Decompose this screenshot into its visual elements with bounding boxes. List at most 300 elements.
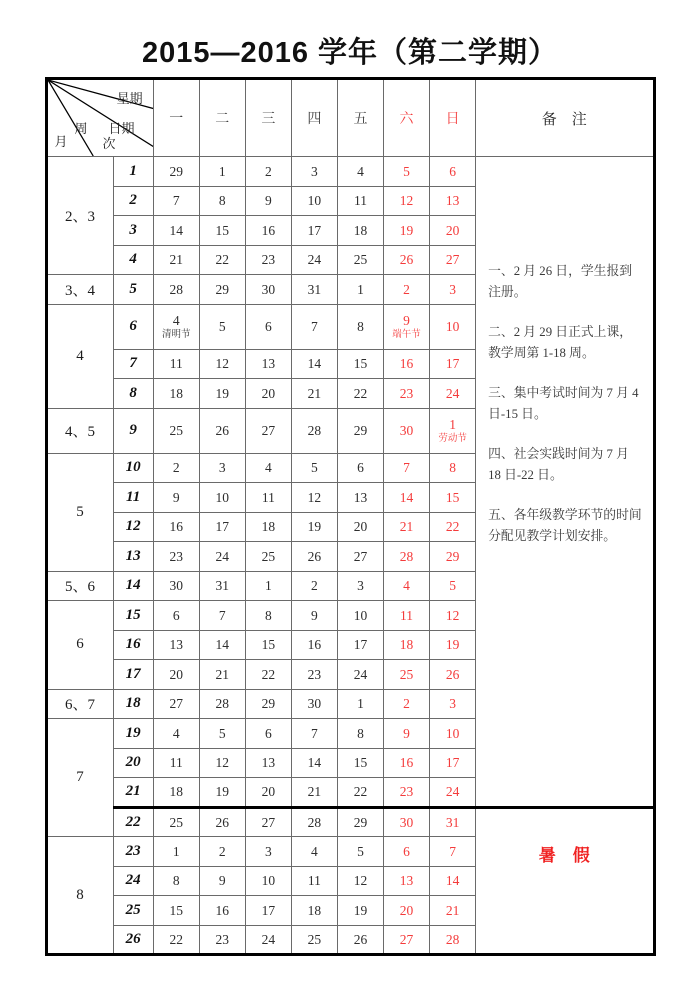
week-number: 25 — [113, 896, 153, 926]
day-cell — [199, 660, 245, 690]
date-number: 11 — [261, 489, 275, 505]
day-cell — [291, 542, 337, 572]
week-number: 7 — [113, 349, 153, 379]
day-cell — [199, 778, 245, 808]
date-number: 20 — [399, 902, 414, 918]
day-cell — [291, 719, 337, 749]
day-cell — [291, 408, 337, 453]
day-cell — [199, 571, 245, 601]
summer-vacation-label: 暑 假 — [476, 807, 654, 955]
day-cell — [199, 349, 245, 379]
date-number: 3 — [218, 460, 226, 476]
day-cell — [291, 483, 337, 513]
date-number: 9 — [403, 725, 410, 741]
date-number: 10 — [215, 489, 230, 505]
date-number: 17 — [307, 222, 322, 238]
day-cell — [153, 925, 199, 955]
date-number: 27 — [169, 696, 183, 712]
date-number: 18 — [261, 519, 276, 535]
day-cell — [291, 157, 337, 187]
date-number: 3 — [357, 578, 364, 594]
day-cell — [153, 866, 199, 896]
day-cell — [430, 866, 476, 896]
day-cell — [153, 719, 199, 749]
date-number: 16 — [169, 519, 183, 535]
week-row — [46, 157, 654, 187]
date-number: 18 — [169, 784, 183, 800]
date-number: 30 — [399, 423, 414, 438]
day-cell — [153, 245, 199, 275]
day-cell — [383, 866, 429, 896]
day-cell — [337, 453, 383, 483]
date-number: 30 — [261, 281, 276, 297]
day-cell — [153, 837, 199, 867]
day-cell — [291, 748, 337, 778]
day-cell — [383, 896, 429, 926]
month-group-label: 8 — [46, 837, 113, 955]
date-number: 28 — [307, 423, 322, 438]
day-cell — [199, 807, 245, 837]
day-cell — [199, 186, 245, 216]
date-number: 11 — [169, 356, 183, 372]
date-number: 14 — [307, 356, 322, 372]
date-number: 7 — [403, 460, 410, 476]
day-cell — [430, 216, 476, 246]
date-number: 8 — [172, 873, 180, 889]
day-cell — [245, 186, 291, 216]
date-number: 24 — [445, 784, 460, 800]
week-number: 15 — [113, 601, 153, 631]
day-cell — [153, 216, 199, 246]
day-cell — [430, 778, 476, 808]
month-group-label: 6 — [46, 601, 113, 690]
date-number: 22 — [353, 784, 368, 800]
day-cell — [383, 379, 429, 409]
day-cell — [383, 660, 429, 690]
day-cell — [430, 896, 476, 926]
date-number: 22 — [215, 252, 230, 268]
date-number: 20 — [261, 784, 276, 800]
date-number: 7 — [449, 843, 456, 859]
date-number: 5 — [218, 725, 226, 741]
date-number: 30 — [307, 696, 322, 712]
date-number: 10 — [307, 193, 322, 209]
day-cell — [430, 837, 476, 867]
holiday-label: 端午节 — [392, 329, 421, 340]
day-cell — [383, 408, 429, 453]
week-number: 21 — [113, 778, 153, 808]
day-cell — [337, 630, 383, 660]
date-number: 14 — [445, 873, 460, 889]
day-cell — [383, 571, 429, 601]
date-number: 27 — [353, 548, 368, 564]
day-cell — [291, 186, 337, 216]
day-cell — [153, 408, 199, 453]
date-number: 22 — [445, 519, 460, 535]
date-number: 18 — [169, 385, 183, 401]
day-cell — [199, 408, 245, 453]
date-number: 11 — [307, 873, 321, 889]
day-cell — [291, 349, 337, 379]
day-cell — [291, 896, 337, 926]
day-cell — [245, 275, 291, 305]
day-cell — [153, 186, 199, 216]
date-number: 9 — [403, 312, 410, 328]
date-number: 7 — [311, 319, 318, 334]
day-cell — [199, 157, 245, 187]
date-number: 12 — [215, 755, 230, 771]
day-cell — [383, 601, 429, 631]
date-number: 12 — [399, 193, 414, 209]
date-number: 13 — [445, 193, 460, 209]
weekday-header-fri: 五 — [337, 79, 383, 157]
remarks-notes-cell — [476, 157, 654, 808]
date-number: 26 — [445, 666, 460, 682]
day-cell — [337, 571, 383, 601]
day-cell — [153, 157, 199, 187]
day-cell — [153, 275, 199, 305]
remarks-header: 备 注 — [476, 79, 654, 157]
day-cell — [430, 630, 476, 660]
date-number: 9 — [218, 873, 226, 889]
day-cell — [245, 660, 291, 690]
date-number: 6 — [264, 725, 272, 741]
day-cell — [383, 512, 429, 542]
day-cell — [245, 601, 291, 631]
week-number: 4 — [113, 245, 153, 275]
day-cell — [153, 542, 199, 572]
day-cell — [430, 157, 476, 187]
date-number: 24 — [215, 548, 230, 564]
week-number: 3 — [113, 216, 153, 246]
holiday-label: 劳动节 — [438, 433, 467, 444]
day-cell — [153, 483, 199, 513]
date-number: 25 — [261, 548, 276, 564]
day-cell — [337, 837, 383, 867]
day-cell — [430, 748, 476, 778]
day-cell — [383, 778, 429, 808]
day-cell — [383, 304, 429, 349]
week-number: 13 — [113, 542, 153, 572]
day-cell — [199, 630, 245, 660]
date-number: 1 — [264, 578, 272, 594]
day-cell — [291, 512, 337, 542]
date-number: 12 — [215, 356, 230, 372]
date-number: 31 — [307, 281, 322, 297]
date-number: 28 — [445, 931, 460, 947]
week-number: 24 — [113, 866, 153, 896]
date-number: 13 — [261, 755, 276, 771]
day-cell — [383, 245, 429, 275]
date-number: 5 — [357, 843, 364, 859]
day-cell — [199, 512, 245, 542]
day-cell — [291, 601, 337, 631]
month-group-label: 4 — [46, 304, 113, 408]
date-number: 30 — [169, 578, 183, 594]
date-number: 11 — [169, 755, 183, 771]
date-number: 28 — [307, 814, 322, 830]
date-number: 9 — [311, 607, 318, 623]
date-number: 25 — [169, 423, 183, 438]
week-row — [46, 807, 654, 837]
day-cell — [199, 689, 245, 719]
date-number: 5 — [218, 319, 226, 334]
day-cell — [153, 379, 199, 409]
date-number: 25 — [399, 666, 414, 682]
day-cell — [430, 660, 476, 690]
note-item: 二、2 月 29 日正式上课，教学周第 1-18 周。 — [488, 325, 633, 360]
date-number: 11 — [400, 607, 414, 623]
date-number: 21 — [169, 252, 183, 268]
date-number: 8 — [357, 725, 364, 741]
date-number: 1 — [357, 696, 364, 712]
day-cell — [383, 453, 429, 483]
weekday-header-mon: 一 — [153, 79, 199, 157]
date-number: 20 — [261, 385, 276, 401]
date-number: 17 — [445, 356, 460, 372]
date-number: 8 — [264, 607, 272, 623]
day-cell — [337, 660, 383, 690]
day-cell — [199, 379, 245, 409]
day-cell — [245, 157, 291, 187]
date-number: 14 — [215, 637, 230, 653]
date-number: 24 — [307, 252, 322, 268]
day-cell — [337, 925, 383, 955]
day-cell — [245, 896, 291, 926]
day-cell — [337, 245, 383, 275]
date-number: 7 — [311, 725, 318, 741]
note-item: 三、集中考试时间为 7 月 4 日-15 日。 — [488, 386, 639, 421]
day-cell — [383, 925, 429, 955]
day-cell — [430, 925, 476, 955]
date-number: 20 — [445, 222, 460, 238]
date-number: 23 — [399, 385, 414, 401]
date-number: 23 — [399, 784, 414, 800]
day-cell — [291, 689, 337, 719]
day-cell — [383, 186, 429, 216]
date-number: 5 — [449, 578, 456, 594]
date-number: 18 — [399, 637, 414, 653]
day-cell — [291, 245, 337, 275]
day-cell — [153, 689, 199, 719]
week-number: 17 — [113, 660, 153, 690]
day-cell — [430, 483, 476, 513]
day-cell — [383, 157, 429, 187]
day-cell — [199, 275, 245, 305]
day-cell — [430, 571, 476, 601]
day-cell — [245, 925, 291, 955]
date-number: 4 — [403, 578, 410, 594]
day-cell — [337, 186, 383, 216]
date-number: 25 — [169, 814, 183, 830]
day-cell — [245, 630, 291, 660]
date-number: 12 — [307, 489, 322, 505]
day-cell — [337, 896, 383, 926]
day-cell — [337, 379, 383, 409]
date-number: 21 — [399, 519, 414, 535]
day-cell — [245, 349, 291, 379]
day-cell — [199, 304, 245, 349]
day-cell — [430, 275, 476, 305]
date-number: 25 — [353, 252, 368, 268]
weekday-header-wed: 三 — [245, 79, 291, 157]
date-number: 20 — [169, 666, 183, 682]
day-cell — [199, 453, 245, 483]
day-cell — [245, 453, 291, 483]
date-number: 19 — [399, 222, 414, 238]
date-number: 26 — [307, 548, 322, 564]
date-number: 21 — [307, 784, 322, 800]
date-number: 12 — [445, 607, 460, 623]
date-number: 17 — [261, 902, 276, 918]
day-cell — [430, 453, 476, 483]
day-cell — [245, 719, 291, 749]
note-item: 四、社会实践时间为 7 月 18 日-22 日。 — [488, 447, 629, 482]
date-number: 6 — [357, 460, 364, 476]
date-number: 4 — [172, 312, 180, 328]
date-number: 4 — [172, 725, 180, 741]
week-number: 8 — [113, 379, 153, 409]
week-number: 23 — [113, 837, 153, 867]
date-number: 14 — [399, 489, 414, 505]
date-number: 18 — [307, 902, 322, 918]
week-number: 14 — [113, 571, 153, 601]
date-number: 21 — [215, 666, 230, 682]
weekday-header-sun: 日 — [430, 79, 476, 157]
corner-date-label: 日期 — [108, 121, 135, 136]
date-number: 31 — [445, 814, 460, 830]
date-number: 5 — [311, 460, 318, 476]
day-cell — [153, 453, 199, 483]
date-number: 16 — [399, 755, 414, 771]
day-cell — [337, 304, 383, 349]
day-cell — [245, 571, 291, 601]
date-number: 14 — [307, 755, 322, 771]
day-cell — [383, 630, 429, 660]
day-cell — [337, 216, 383, 246]
date-number: 10 — [445, 319, 460, 334]
date-number: 15 — [353, 356, 368, 372]
holiday-label: 清明节 — [161, 329, 191, 340]
date-number: 15 — [169, 902, 183, 918]
date-number: 3 — [264, 843, 272, 859]
date-number: 29 — [261, 696, 276, 712]
date-number: 15 — [261, 637, 276, 653]
date-number: 16 — [399, 356, 414, 372]
day-cell — [430, 542, 476, 572]
day-cell — [291, 453, 337, 483]
date-number: 31 — [215, 578, 230, 594]
note-item: 五、各年级教学环节的时间分配见教学计划安排。 — [488, 508, 642, 543]
day-cell — [430, 186, 476, 216]
date-number: 1 — [172, 843, 180, 859]
day-cell — [153, 807, 199, 837]
page-title: 2015—2016 学年（第二学期） — [141, 37, 559, 69]
date-number: 3 — [311, 163, 318, 179]
day-cell — [245, 245, 291, 275]
date-number: 1 — [218, 163, 226, 179]
date-number: 17 — [445, 755, 460, 771]
day-cell — [245, 483, 291, 513]
date-number: 13 — [399, 873, 414, 889]
day-cell — [430, 807, 476, 837]
date-number: 26 — [215, 814, 230, 830]
day-cell — [430, 719, 476, 749]
day-cell — [291, 216, 337, 246]
date-number: 6 — [403, 843, 410, 859]
date-number: 26 — [353, 931, 368, 947]
day-cell — [337, 807, 383, 837]
day-cell — [199, 925, 245, 955]
day-cell — [245, 304, 291, 349]
date-number: 17 — [353, 637, 368, 653]
date-number: 17 — [215, 519, 230, 535]
date-number: 9 — [264, 193, 272, 209]
day-cell — [383, 807, 429, 837]
day-cell — [383, 349, 429, 379]
day-cell — [153, 660, 199, 690]
week-number: 1 — [113, 157, 153, 187]
day-cell — [430, 408, 476, 453]
day-cell — [291, 304, 337, 349]
date-number: 9 — [172, 489, 180, 505]
day-cell — [245, 778, 291, 808]
date-number: 4 — [311, 843, 318, 859]
date-number: 16 — [215, 902, 230, 918]
date-number: 25 — [307, 931, 322, 947]
day-cell — [430, 601, 476, 631]
day-cell — [383, 275, 429, 305]
week-number: 9 — [113, 408, 153, 453]
month-group-label: 5、6 — [46, 571, 113, 601]
corner-weekday-label: 星期 — [116, 91, 143, 106]
day-cell — [337, 748, 383, 778]
day-cell — [199, 542, 245, 572]
day-cell — [337, 542, 383, 572]
day-cell — [153, 896, 199, 926]
day-cell — [245, 866, 291, 896]
date-number: 6 — [264, 319, 272, 334]
month-group-label: 5 — [46, 453, 113, 571]
day-cell — [245, 689, 291, 719]
day-cell — [245, 542, 291, 572]
day-cell — [337, 601, 383, 631]
day-cell — [337, 483, 383, 513]
day-cell — [291, 379, 337, 409]
day-cell — [153, 349, 199, 379]
date-number: 3 — [449, 281, 456, 297]
note-item: 一、2 月 26 日，学生报到注册。 — [488, 264, 633, 299]
date-number: 3 — [449, 696, 456, 712]
date-number: 2 — [264, 163, 272, 179]
day-cell — [199, 719, 245, 749]
week-number: 22 — [113, 807, 153, 837]
date-number: 14 — [169, 222, 183, 238]
date-number: 26 — [215, 423, 230, 438]
week-number: 20 — [113, 748, 153, 778]
day-cell — [245, 216, 291, 246]
day-cell — [245, 408, 291, 453]
academic-calendar-page — [0, 36, 700, 956]
corner-month-label: 月 — [54, 134, 68, 149]
date-number: 24 — [445, 385, 460, 401]
date-number: 7 — [172, 193, 180, 209]
day-cell — [153, 748, 199, 778]
date-number: 24 — [261, 931, 276, 947]
day-cell — [245, 379, 291, 409]
day-cell — [337, 866, 383, 896]
date-number: 23 — [169, 548, 183, 564]
